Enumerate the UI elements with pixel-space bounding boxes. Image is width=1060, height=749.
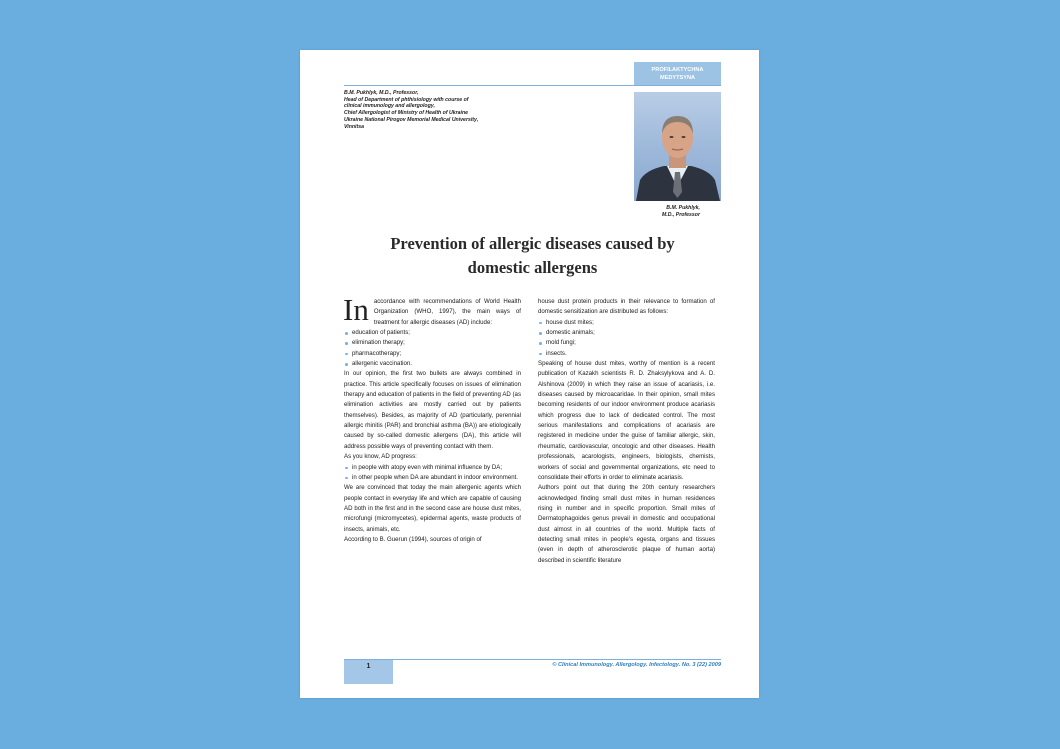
list-item: pharmacotherapy;: [344, 349, 521, 359]
section-tag-line-1: PROFILAKTYCHNA: [651, 67, 704, 73]
article-title-line-2: domestic allergens: [467, 258, 598, 277]
author-photo: [634, 92, 721, 201]
section-tag: [634, 62, 721, 85]
author-info-line: clinical immunology and allergology,: [344, 103, 435, 110]
photo-caption-name: B.M. Pukhlyk,: [666, 205, 700, 211]
author-portrait-image: [634, 92, 721, 201]
photo-caption: [634, 205, 700, 219]
author-info-line: B.M. Pukhlyk, M.D., Professor,: [344, 90, 419, 96]
list-item: domestic animals;: [538, 328, 715, 338]
page-number: 1: [344, 660, 393, 684]
journal-footer: © Clinical Immunology. Allergology. Infectology. No. 3 (22) 2009: [552, 662, 721, 668]
article-title-line-1: Prevention of allergic diseases caused by: [390, 234, 675, 253]
list-item: mold fungi;: [538, 338, 715, 348]
body-paragraph: As you know, AD progress:: [344, 453, 417, 461]
author-info-line: Head of Department of phthisiology with course of: [344, 96, 469, 103]
list-item: house dust mites;: [538, 318, 715, 328]
document-page: [300, 50, 759, 698]
header-rule: [344, 85, 721, 86]
body-paragraph: According to B. Guerun (1994), sources of origin of: [344, 535, 482, 543]
body-paragraph: We are convinced that today the main allergenic agents which people contact in everyday life and which are capable of causing AD both in the first and in the second case are house dust mites, microfungi (micromycetes), epidermal agents, waste products of insects, animals, etc.: [344, 484, 521, 533]
list-item: insects.: [538, 349, 715, 359]
author-info-line: Ukraine National Pirogov Memorial Medical University,: [344, 116, 479, 123]
right-column: [538, 297, 715, 566]
body-paragraph: Speaking of house dust mites, worthy of mention is a recent publication of Kazakh scientists R. D. Zhaksylykova and A. D. Alshinova (2009) in which they raise an issue of acariasis, i.e. diseases caused by microacaridae. In their opinion, small mites becoming residents of our indoor environment produce acariasis which progress due to lack of dedicated control. The most serious manifestations and complications of acariasis are registered in medicine under the guise of familiar allergic, skin, rheumatic, cardiovascular, oncologic and other diseases. Health professionals, acarologists, engineers, biologists, chemists, workers of social and governmental organizations, etc need to consolidate their efforts in order to eliminate acariasis.: [538, 360, 715, 481]
author-info-line: Chief Allergologist of Ministry of Health of Ukraine: [344, 110, 469, 117]
author-info-line: Vinnitsa: [344, 123, 364, 130]
left-column: [343, 292, 521, 545]
list-item: in other people when DA are abundant in indoor environment.: [344, 473, 521, 483]
author-info: [344, 90, 524, 130]
photo-caption-degree: M.D., Professor: [661, 212, 700, 218]
article-title: [344, 232, 721, 280]
intro-paragraph: [343, 292, 521, 328]
list-item: in people with atopy even with minimal influence by DA;: [344, 463, 521, 473]
list-item: education of patients;: [344, 328, 521, 338]
section-tag-line-2: MEDYTSYNA: [659, 75, 696, 81]
drop-cap: In: [343, 292, 369, 327]
body-paragraph: Authors point out that during the 20th century researchers acknowledged finding small dust mites in human residences rising in number and in specific proportion. Small mites of Dermatophagoides genus prevail in domestic and occupational dust almost in all countries of the world. Multiple facts of detecting small mites in people's egesta, organs and tissues (even in depth of atherosclerotic plaque of human aorta) described in scientific literature: [538, 484, 715, 564]
list-item: elimination therapy;: [344, 338, 521, 348]
body-paragraph: In our opinion, the first two bullets are always combined in practice. This article specifically focuses on issues of elimination therapy and education of patients in the field of preventing AD (as elimination activities are mostly carried out by patients themselves). Besides, as majority of AD (particularly, perennial allergic rhinitis (PAR) and bronchial asthma (BA)) are etiologically caused by so-called domestic allergens (DA), this article will address possible ways of preventing contact with them.: [344, 370, 521, 450]
footer-rule: [344, 659, 721, 660]
intro-text: accordance with recommendations of World Health Organization (WHO, 1997), the main ways of treatment for allergic diseases (AD) include:: [373, 298, 521, 326]
body-paragraph: house dust protein products in their relevance to formation of domestic sensitization are distributed as follows:: [538, 298, 715, 316]
list-item: allergenic vaccination.: [344, 359, 521, 369]
